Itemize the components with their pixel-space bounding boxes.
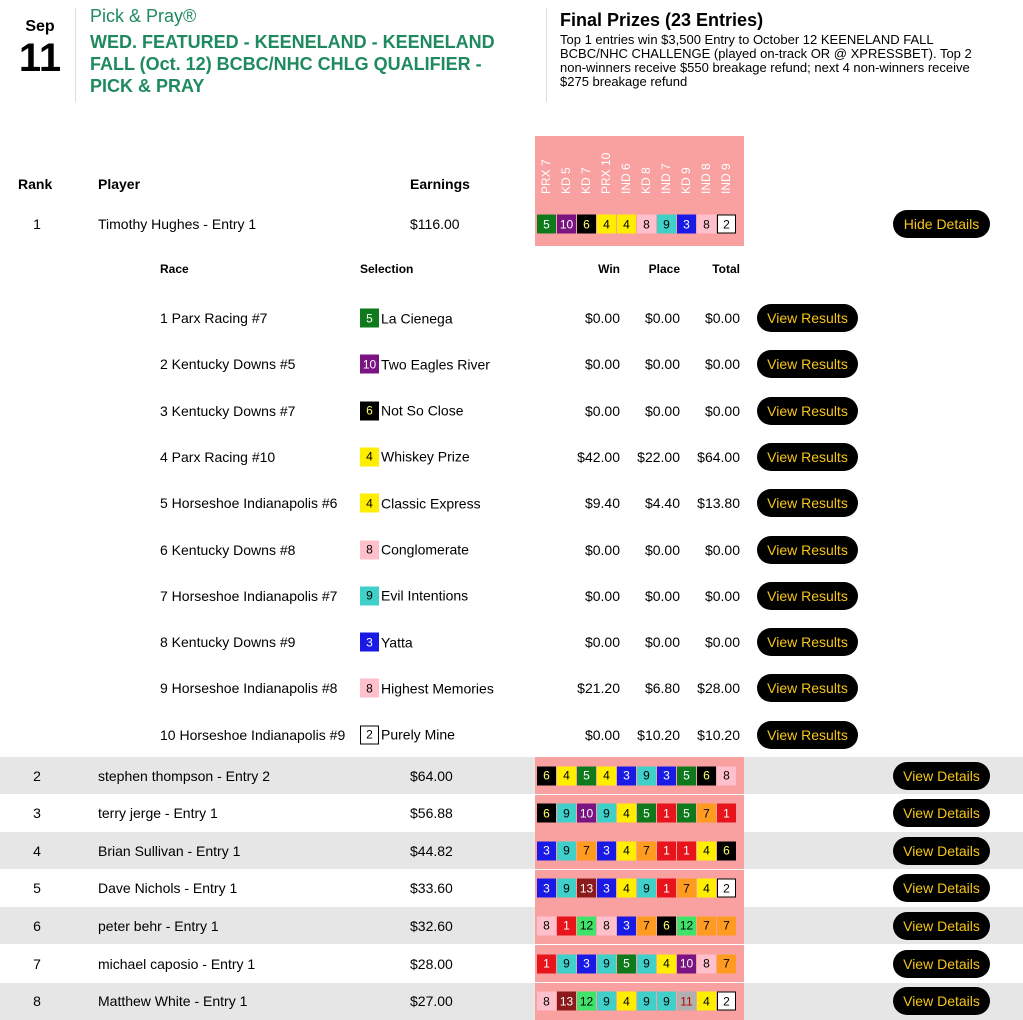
standings-row (0, 945, 1023, 982)
divider (75, 8, 76, 102)
horse-name: La Cienega (381, 310, 453, 326)
saddle-cloth-number: 2 (360, 725, 379, 744)
picks (537, 879, 736, 898)
player-header: Player (98, 176, 141, 192)
race-column-label (537, 136, 557, 196)
earnings: $33.60 (410, 880, 453, 897)
standings-row (0, 757, 1023, 794)
win-amount: $0.00 (584, 356, 620, 373)
saddle-cloth-number: 6 (697, 766, 716, 785)
saddle-cloth-number: 6 (537, 766, 556, 785)
view-results-button[interactable]: View Results (757, 628, 858, 656)
saddle-cloth-number: 13 (577, 879, 596, 898)
saddle-cloth-number: 9 (657, 215, 676, 234)
saddle-cloth-number: 4 (360, 447, 379, 466)
horse-name: Whiskey Prize (381, 448, 470, 465)
view-results-button[interactable]: View Results (757, 536, 858, 564)
race-name: 4 Parx Racing #10 (160, 448, 276, 465)
earnings: $64.00 (410, 767, 453, 784)
saddle-cloth-number: 10 (557, 215, 576, 234)
detail-row (0, 341, 1023, 387)
view-details-button[interactable]: View Details (893, 987, 990, 1015)
win-amount: $0.00 (584, 402, 620, 419)
saddle-cloth-number: 3 (657, 766, 676, 785)
saddle-cloth-number: 9 (637, 992, 656, 1011)
rank: 8 (33, 993, 41, 1010)
race-column-label (557, 136, 577, 196)
saddle-cloth-number: 6 (360, 401, 379, 420)
total-amount: $0.00 (704, 402, 740, 419)
earnings: $32.60 (410, 917, 453, 934)
picks (537, 992, 736, 1011)
selection (360, 725, 455, 744)
view-details-button[interactable]: View Details (893, 799, 990, 827)
saddle-cloth-number: 10 (677, 954, 696, 973)
player-name: Matthew White - Entry 1 (98, 993, 248, 1010)
saddle-cloth-number: 4 (617, 804, 636, 823)
rank: 2 (33, 767, 41, 784)
detail-row (0, 480, 1023, 526)
saddle-cloth-number: 6 (537, 804, 556, 823)
selection (360, 309, 453, 328)
detail-row (0, 665, 1023, 711)
win-amount: $0.00 (584, 310, 620, 326)
saddle-cloth-number: 3 (677, 215, 696, 234)
saddle-cloth-number: 3 (617, 766, 636, 785)
saddle-cloth-number: 5 (677, 804, 696, 823)
win-amount: $0.00 (584, 587, 620, 604)
selection (360, 633, 413, 652)
total-amount: $0.00 (704, 634, 740, 651)
standings-row (0, 832, 1023, 869)
saddle-cloth-number: 5 (360, 309, 379, 328)
total-header: Total (712, 262, 740, 276)
prize-description: Top 1 entries win $3,500 Entry to October 12 KEENELAND FALL BCBC/NHC CHALLENGE (played on-track OR @ XPRESSBET). Top 2 non-winners receive $550 breakage refund; next 4 non-winners receive $275 breakage refund (560, 32, 972, 89)
selection (360, 401, 463, 420)
detail-row (0, 712, 1023, 758)
view-results-button[interactable]: View Results (757, 489, 858, 517)
race-labels (535, 136, 744, 196)
total-amount: $64.00 (697, 448, 740, 465)
race-column-label (617, 136, 637, 196)
race-column-label (697, 136, 717, 196)
detail-row (0, 434, 1023, 480)
saddle-cloth-number: 12 (577, 992, 596, 1011)
view-results-button[interactable]: View Results (757, 350, 858, 378)
detail-row (0, 388, 1023, 434)
detail-row (0, 619, 1023, 665)
saddle-cloth-number: 9 (597, 954, 616, 973)
saddle-cloth-number: 9 (637, 879, 656, 898)
picks (537, 215, 736, 234)
saddle-cloth-number: 1 (717, 804, 736, 823)
race-column-label (597, 136, 617, 196)
view-details-button[interactable]: View Details (893, 837, 990, 865)
saddle-cloth-number: 9 (637, 766, 656, 785)
earnings: $44.82 (410, 842, 453, 859)
saddle-cloth-number: 5 (677, 766, 696, 785)
view-details-button[interactable]: View Details (893, 762, 990, 790)
saddle-cloth-number: 8 (717, 766, 736, 785)
place-amount: $10.20 (637, 726, 680, 743)
standings-row (0, 795, 1023, 832)
race-column-label (717, 136, 737, 196)
view-results-button[interactable]: View Results (757, 721, 858, 749)
saddle-cloth-number: 4 (617, 992, 636, 1011)
saddle-cloth-number: 7 (637, 841, 656, 860)
race-label-text: IND 9 (719, 163, 733, 194)
earnings: $27.00 (410, 993, 453, 1010)
rank: 3 (33, 805, 41, 822)
saddle-cloth-number: 4 (657, 954, 676, 973)
race-name: 7 Horseshoe Indianapolis #7 (160, 587, 338, 604)
saddle-cloth-number: 8 (360, 540, 379, 559)
saddle-cloth-number: 9 (557, 804, 576, 823)
place-amount: $0.00 (644, 402, 680, 419)
view-results-button[interactable]: View Results (757, 443, 858, 471)
earnings: $56.88 (410, 805, 453, 822)
picks (537, 841, 736, 860)
saddle-cloth-number: 4 (597, 766, 616, 785)
race-name: 3 Kentucky Downs #7 (160, 402, 296, 419)
rank: 7 (33, 955, 41, 972)
rank: 1 (33, 216, 41, 232)
saddle-cloth-number: 6 (717, 841, 736, 860)
selection (360, 355, 490, 374)
race-label-text: PRX 10 (599, 152, 613, 194)
rank: 5 (33, 880, 41, 897)
view-results-button[interactable]: View Results (757, 674, 858, 702)
race-name: 10 Horseshoe Indianapolis #9 (160, 726, 346, 743)
view-details-button[interactable]: View Details (893, 874, 990, 902)
saddle-cloth-number: 7 (577, 841, 596, 860)
race-name: 8 Kentucky Downs #9 (160, 634, 296, 651)
total-amount: $28.00 (697, 680, 740, 697)
race-label-text: KD 9 (679, 167, 693, 194)
player-name: peter behr - Entry 1 (98, 917, 219, 934)
view-details-button[interactable]: View Details (893, 950, 990, 978)
saddle-cloth-number: 9 (657, 992, 676, 1011)
horse-name: Conglomerate (381, 541, 469, 558)
saddle-cloth-number: 3 (617, 916, 636, 935)
brand-name: Pick & Pray® (90, 6, 197, 26)
place-amount: $0.00 (644, 587, 680, 604)
win-amount: $21.20 (577, 680, 620, 697)
horse-name: Not So Close (381, 402, 464, 419)
saddle-cloth-number: 1 (677, 841, 696, 860)
race-name: 9 Horseshoe Indianapolis #8 (160, 680, 338, 697)
saddle-cloth-number: 7 (637, 916, 656, 935)
rank: 6 (33, 917, 41, 934)
saddle-cloth-number: 5 (637, 804, 656, 823)
saddle-cloth-number: 2 (717, 879, 736, 898)
win-amount: $42.00 (577, 448, 620, 465)
rank: 4 (33, 842, 41, 859)
standings-row (0, 907, 1023, 944)
place-amount: $6.80 (644, 680, 680, 697)
saddle-cloth-number: 12 (577, 916, 596, 935)
saddle-cloth-number: 11 (677, 992, 696, 1011)
horse-name: Purely Mine (381, 726, 455, 743)
race-label-text: IND 7 (659, 163, 673, 194)
saddle-cloth-number: 4 (697, 879, 716, 898)
total-amount: $0.00 (704, 587, 740, 604)
race-name: 2 Kentucky Downs #5 (160, 356, 296, 373)
saddle-cloth-number: 7 (677, 879, 696, 898)
saddle-cloth-number: 8 (697, 954, 716, 973)
saddle-cloth-number: 1 (537, 954, 556, 973)
saddle-cloth-number: 2 (717, 215, 736, 234)
horse-name: Evil Intentions (381, 587, 469, 604)
saddle-cloth-number: 4 (557, 766, 576, 785)
earnings: $28.00 (410, 955, 453, 972)
race-header: Race (160, 262, 189, 276)
detail-row (0, 295, 1023, 341)
saddle-cloth-number: 9 (557, 954, 576, 973)
divider (546, 8, 547, 102)
saddle-cloth-number: 3 (537, 841, 556, 860)
saddle-cloth-number: 5 (537, 215, 556, 234)
saddle-cloth-number: 7 (717, 954, 736, 973)
earnings: $116.00 (410, 216, 460, 232)
total-amount: $10.20 (697, 726, 740, 743)
place-amount: $22.00 (637, 448, 680, 465)
view-details-button[interactable]: View Details (893, 912, 990, 940)
saddle-cloth-number: 6 (657, 916, 676, 935)
saddle-cloth-number: 8 (637, 215, 656, 234)
place-amount: $0.00 (644, 310, 680, 326)
player-name: Brian Sullivan - Entry 1 (98, 842, 241, 859)
selection (360, 679, 494, 698)
saddle-cloth-number: 10 (577, 804, 596, 823)
total-amount: $0.00 (704, 356, 740, 373)
race-name: 6 Kentucky Downs #8 (160, 541, 296, 558)
contest-title: WED. FEATURED - KEENELAND - KEENELAND FALL (Oct. 12) BCBC/NHC CHLG QUALIFIER - PICK & PRAY (90, 32, 495, 96)
saddle-cloth-number: 9 (360, 586, 379, 605)
place-amount: $0.00 (644, 634, 680, 651)
saddle-cloth-number: 6 (577, 215, 596, 234)
standings-row (0, 983, 1023, 1020)
race-column-label (637, 136, 657, 196)
player-name: Timothy Hughes - Entry 1 (98, 216, 257, 232)
standings-row (0, 870, 1023, 907)
total-amount: $0.00 (704, 541, 740, 558)
race-label-text: PRX 7 (539, 159, 553, 194)
detail-row (0, 527, 1023, 573)
win-amount: $0.00 (584, 541, 620, 558)
horse-name: Highest Memories (381, 680, 494, 697)
saddle-cloth-number: 4 (597, 215, 616, 234)
picks (537, 804, 736, 823)
selection (360, 447, 470, 466)
view-results-button[interactable]: View Results (757, 304, 858, 332)
saddle-cloth-number: 9 (557, 879, 576, 898)
place-amount: $0.00 (644, 356, 680, 373)
saddle-cloth-number: 9 (637, 954, 656, 973)
picks (537, 766, 736, 785)
rank-header: Rank (18, 176, 53, 192)
saddle-cloth-number: 9 (597, 804, 616, 823)
total-amount: $13.80 (697, 495, 740, 512)
player-name: michael caposio - Entry 1 (98, 955, 256, 972)
selection (360, 586, 468, 605)
race-name: 5 Horseshoe Indianapolis #6 (160, 495, 338, 512)
saddle-cloth-number: 4 (697, 841, 716, 860)
selection-header: Selection (360, 262, 414, 276)
saddle-cloth-number: 4 (697, 992, 716, 1011)
player-name: stephen thompson - Entry 2 (98, 767, 270, 784)
saddle-cloth-number: 8 (360, 679, 379, 698)
saddle-cloth-number: 3 (597, 879, 616, 898)
race-column-label (577, 136, 597, 196)
picks (537, 916, 736, 935)
saddle-cloth-number: 4 (360, 494, 379, 513)
saddle-cloth-number: 7 (697, 804, 716, 823)
saddle-cloth-number: 2 (717, 992, 736, 1011)
race-label-text: KD 7 (579, 167, 593, 194)
race-column-label (677, 136, 697, 196)
view-results-button[interactable]: View Results (757, 397, 858, 425)
place-amount: $4.40 (644, 495, 680, 512)
horse-name: Yatta (381, 634, 413, 651)
win-amount: $0.00 (584, 726, 620, 743)
saddle-cloth-number: 10 (360, 355, 379, 374)
saddle-cloth-number: 3 (597, 841, 616, 860)
picks (537, 954, 736, 973)
saddle-cloth-number: 4 (617, 879, 636, 898)
race-label-text: KD 5 (559, 167, 573, 194)
saddle-cloth-number: 1 (657, 804, 676, 823)
saddle-cloth-number: 8 (697, 215, 716, 234)
player-name: Dave Nichols - Entry 1 (98, 880, 238, 897)
date-block (12, 18, 68, 78)
total-amount: $0.00 (704, 310, 740, 326)
race-label-text: KD 8 (639, 167, 653, 194)
saddle-cloth-number: 9 (597, 992, 616, 1011)
saddle-cloth-number: 8 (537, 992, 556, 1011)
saddle-cloth-number: 5 (617, 954, 636, 973)
win-amount: $0.00 (584, 634, 620, 651)
view-results-button[interactable]: View Results (757, 582, 858, 610)
win-amount: $9.40 (584, 495, 620, 512)
player-name: terry jerge - Entry 1 (98, 805, 218, 822)
saddle-cloth-number: 9 (557, 841, 576, 860)
horse-name: Classic Express (381, 495, 481, 512)
saddle-cloth-number: 12 (677, 916, 696, 935)
saddle-cloth-number: 1 (557, 916, 576, 935)
earnings-header: Earnings (410, 176, 470, 192)
saddle-cloth-number: 13 (557, 992, 576, 1011)
saddle-cloth-number: 8 (597, 916, 616, 935)
hide-details-button[interactable]: Hide Details (893, 210, 990, 238)
selection (360, 540, 469, 559)
saddle-cloth-number: 1 (657, 879, 676, 898)
saddle-cloth-number: 3 (577, 954, 596, 973)
saddle-cloth-number: 3 (360, 633, 379, 652)
selection (360, 494, 481, 513)
saddle-cloth-number: 5 (577, 766, 596, 785)
race-label-text: IND 8 (699, 163, 713, 194)
prize-title: Final Prizes (23 Entries) (560, 10, 764, 30)
date-day: 11 (18, 36, 62, 80)
horse-name: Two Eagles River (381, 356, 490, 373)
race-column-label (657, 136, 677, 196)
saddle-cloth-number: 7 (697, 916, 716, 935)
detail-row (0, 573, 1023, 619)
date-month: Sep (25, 18, 55, 35)
leader-row (0, 205, 1023, 243)
race-name: 1 Parx Racing #7 (160, 310, 268, 326)
saddle-cloth-number: 7 (717, 916, 736, 935)
saddle-cloth-number: 1 (657, 841, 676, 860)
saddle-cloth-number: 8 (537, 916, 556, 935)
saddle-cloth-number: 3 (537, 879, 556, 898)
place-header: Place (648, 262, 680, 276)
win-header: Win (598, 262, 620, 276)
saddle-cloth-number: 4 (617, 841, 636, 860)
place-amount: $0.00 (644, 541, 680, 558)
race-label-text: IND 6 (619, 163, 633, 194)
saddle-cloth-number: 4 (617, 215, 636, 234)
